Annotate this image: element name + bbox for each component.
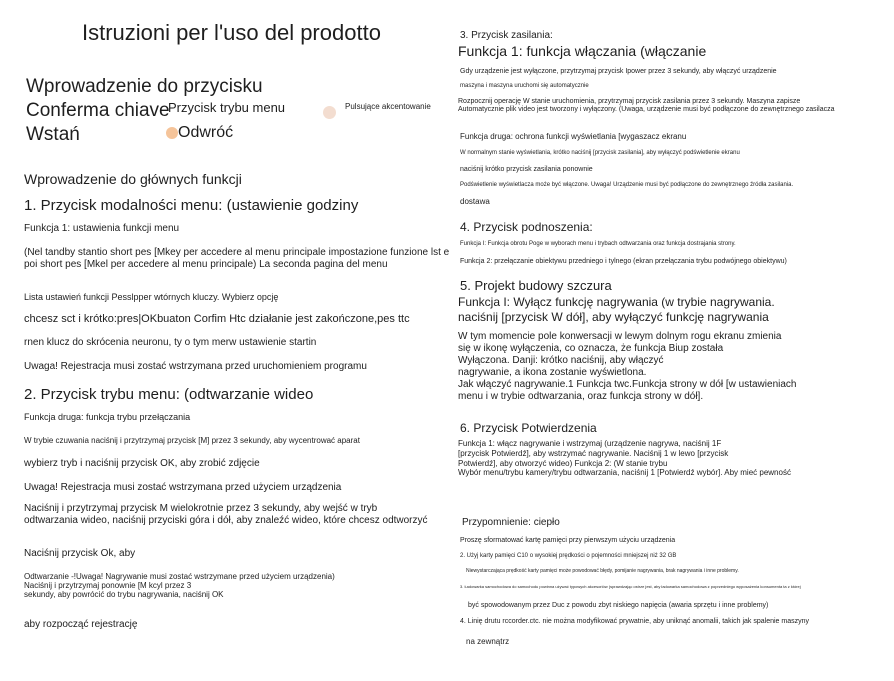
intro-line-2: Conferma chiave [26, 100, 170, 121]
reminder-p5: być spowodowanym przez Duc z powodu zbyt niskiego napięcia (awaria sprzętu i inne problemy) [468, 602, 769, 609]
section2-paragraph: Naciśnij i przytrzymaj przycisk M wielokrotnie przez 3 sekundy, aby wejść w tryb odtwarzania wideo, naciśnij przyciski góra i dół, aby znaleźć wideo, które chcesz odtworzyć [24, 503, 428, 526]
lift-f1: Funkcja I: Funkcja obrotu Poge w wyborach menu i trybach odtwarzania oraz funkcja dostrajania strony. [460, 241, 736, 247]
section2-heading: 2. Przycisk trybu menu: (odtwarzanie wideo [24, 386, 314, 403]
reminder-p6: 4. Linię drutu rccorder.ctc. nie można modyfikować prywatnie, aby uniknąć anomalii, takich jak spalenie maszyny [460, 618, 809, 625]
back-marker [166, 127, 178, 139]
reminder-heading: Przypomnienie: ciepło [462, 517, 560, 528]
section2-ok: Naciśnij przycisk Ok, aby [24, 548, 136, 559]
back-label: Odwróć [178, 124, 234, 141]
section2-warning: Uwaga! Rejestracja musi zostać wstrzymana przed użyciem urządzenia [24, 482, 342, 493]
power-p6: dostawa [460, 197, 490, 206]
main-functions-heading: Wprowadzenie do głównych funkcji [24, 171, 242, 187]
pulse-marker [323, 106, 336, 119]
page-title: Istruzioni per l'uso del prodotto [82, 20, 381, 45]
section1-func1: Funkcja 1: ustawienia funkcji menu [24, 223, 180, 234]
section1-list: Lista ustawień funkcji Pesslpper wtórnych kluczy. Wybierz opcję [24, 292, 279, 302]
rat-heading: 5. Projekt budowy szczura [460, 278, 612, 293]
pulse-label: Pulsujące akcentowanie [345, 102, 431, 111]
section1-paragraph: (Nel tandby stantio short pes [Mkey per accedere al menu principale impostazione funzione lst e poi short pes [Mkel per accedere al menu principale) La seconda pagina del menu [24, 247, 450, 270]
power-heading: 3. Przycisk zasilania: [460, 30, 553, 41]
reminder-p2: 2. Użyj karty pamięci C10 o wysokiej prędkości o pojemności mniejszej niż 32 GB [460, 553, 677, 559]
section2-line2: wybierz tryb i naciśnij przycisk OK, aby zrobić zdjęcie [24, 458, 260, 469]
power-p1: Gdy urządzenie jest wyłączone, przytrzymaj przycisk Ipower przez 3 sekundy, aby włączyć urządzenie [460, 68, 777, 75]
rat-func: Funkcja I: Wyłącz funkcję nagrywania (w trybie nagrywania. naciśnij [przycisk W dół], aby wyłączyć funkcję nagrywania [458, 295, 775, 324]
power-p3: W normalnym stanie wyświetlania, krótko naciśnij [przycisk zasilania], aby wyłączyć podświetlenie ekranu [460, 150, 740, 156]
power-p2: Rozpocznij operację W stanie uruchomienia, przytrzymaj przycisk zasilania przez 3 sekundy. Maszyna zapisze Automatycznie plik video jest tworzony i wyłączony. (Uwaga, urządzenie musi być podłączone do zewnętrznego zasilacza [458, 98, 835, 114]
intro-line-1: Wprowadzenie do przycisku [26, 76, 263, 97]
confirm-heading: 6. Przycisk Potwierdzenia [460, 421, 597, 435]
reminder-p1: Proszę sformatować kartę pamięci przy pierwszym użyciu urządzenia [460, 537, 676, 544]
power-p4: naciśnij krótko przycisk zasilania ponownie [460, 166, 593, 173]
section2-line1: W trybie czuwania naciśnij i przytrzymaj przycisk [M] przez 3 sekundy, aby wycentrować aparat [24, 436, 360, 445]
rat-paragraph: W tym momencie pole konwersacji w lewym dolnym rogu ekranu zmienia się w ikonę wyłączenia, co oznacza, że funkcja Biup została Wyłączona. Danji: krótko naciśnij, aby włączyć nagrywanie, a ikona zostanie wyświetlona. Jak włączyć nagrywanie.1 Funkcja twc.Funkcja strony w dół [w ustawieniach menu i w trybie odtwarzania, oraz funkcja strony w dół]. [458, 331, 797, 402]
confirm-paragraph: Funkcja 1: włącz nagrywanie i wstrzymaj (urządzenie nagrywa, naciśnij 1F [przycisk Potwierdź], aby wstrzymać nagrywanie. Naciśnij 1 w lewo [przycisk Potwierdź], aby otworzyć wideo) Funkcja 2: (W stanie trybu Wybór menu/trybu kamery/trybu odtwarzania, naciśnij 1 [Potwierdź wybór]. Aby mieć pewność [458, 439, 791, 478]
power-p1b: maszyna i maszyna uruchomi się automatycznie [460, 83, 589, 89]
intro-line-3: Wstań [26, 124, 80, 145]
reminder-p3: Niewystarczająca prędkość karty pamięci może powodować błędy, pomijanie nagrywania, brak nagrywania i inne problemy. [466, 568, 739, 574]
section2-func2: Funkcja druga: funkcja trybu przełączania [24, 412, 191, 422]
section2-small: Odtwarzanie -!Uwaga! Nagrywanie musi zostać wstrzymane przed użyciem urządzenia) Naciśnij i przytrzymaj ponownie [M kcyl przez 3 sekundy, aby powrócić do trybu nagrywania, naciśnij OK [24, 572, 335, 600]
section2-last: aby rozpocząć rejestrację [24, 619, 138, 630]
reminder-p7: na zewnątrz [466, 637, 510, 646]
power-func1: Funkcja 1: funkcja włączania (włączanie [458, 43, 707, 59]
lift-heading: 4. Przycisk podnoszenia: [460, 220, 593, 234]
power-p5: Podświetlenie wyświetlacza może być włączone. Uwaga! Urządzenie musi być podłączone do zewnętrznego źródła zasilania. [460, 182, 794, 188]
section1-line3: rnen klucz do skrócenia neuronu, ty o tym merw ustawienie startin [24, 337, 317, 348]
power-func2: Funkcja druga: ochrona funkcji wyświetlania [wygaszacz ekranu [460, 132, 687, 141]
section1-heading: 1. Przycisk modalności menu: (ustawienie godziny [24, 197, 359, 214]
lift-f2: Funkcja 2: przełączanie obiektywu przedniego i tylnego (ekran przełączania trybu podwójnego obiektywu) [460, 258, 787, 265]
mode-button-label: Przycisk trybu menu [168, 100, 286, 115]
section1-warning: Uwaga! Rejestracja musi zostać wstrzymana przed uruchomieniem programu [24, 361, 367, 372]
reminder-p4: 3. Ładowarka samochodowa do samochodu powinna używać typowych akcesoriów (sprawdzając ostrze jest, aby ładowarka samochodowa z poprzedniego wyposażenia konsumenta ta z której [460, 584, 801, 589]
section1-line2: chcesz sct i krótko:pres|OKbuaton Corfim Htc działanie jest zakończone,pes ttc [24, 313, 410, 325]
